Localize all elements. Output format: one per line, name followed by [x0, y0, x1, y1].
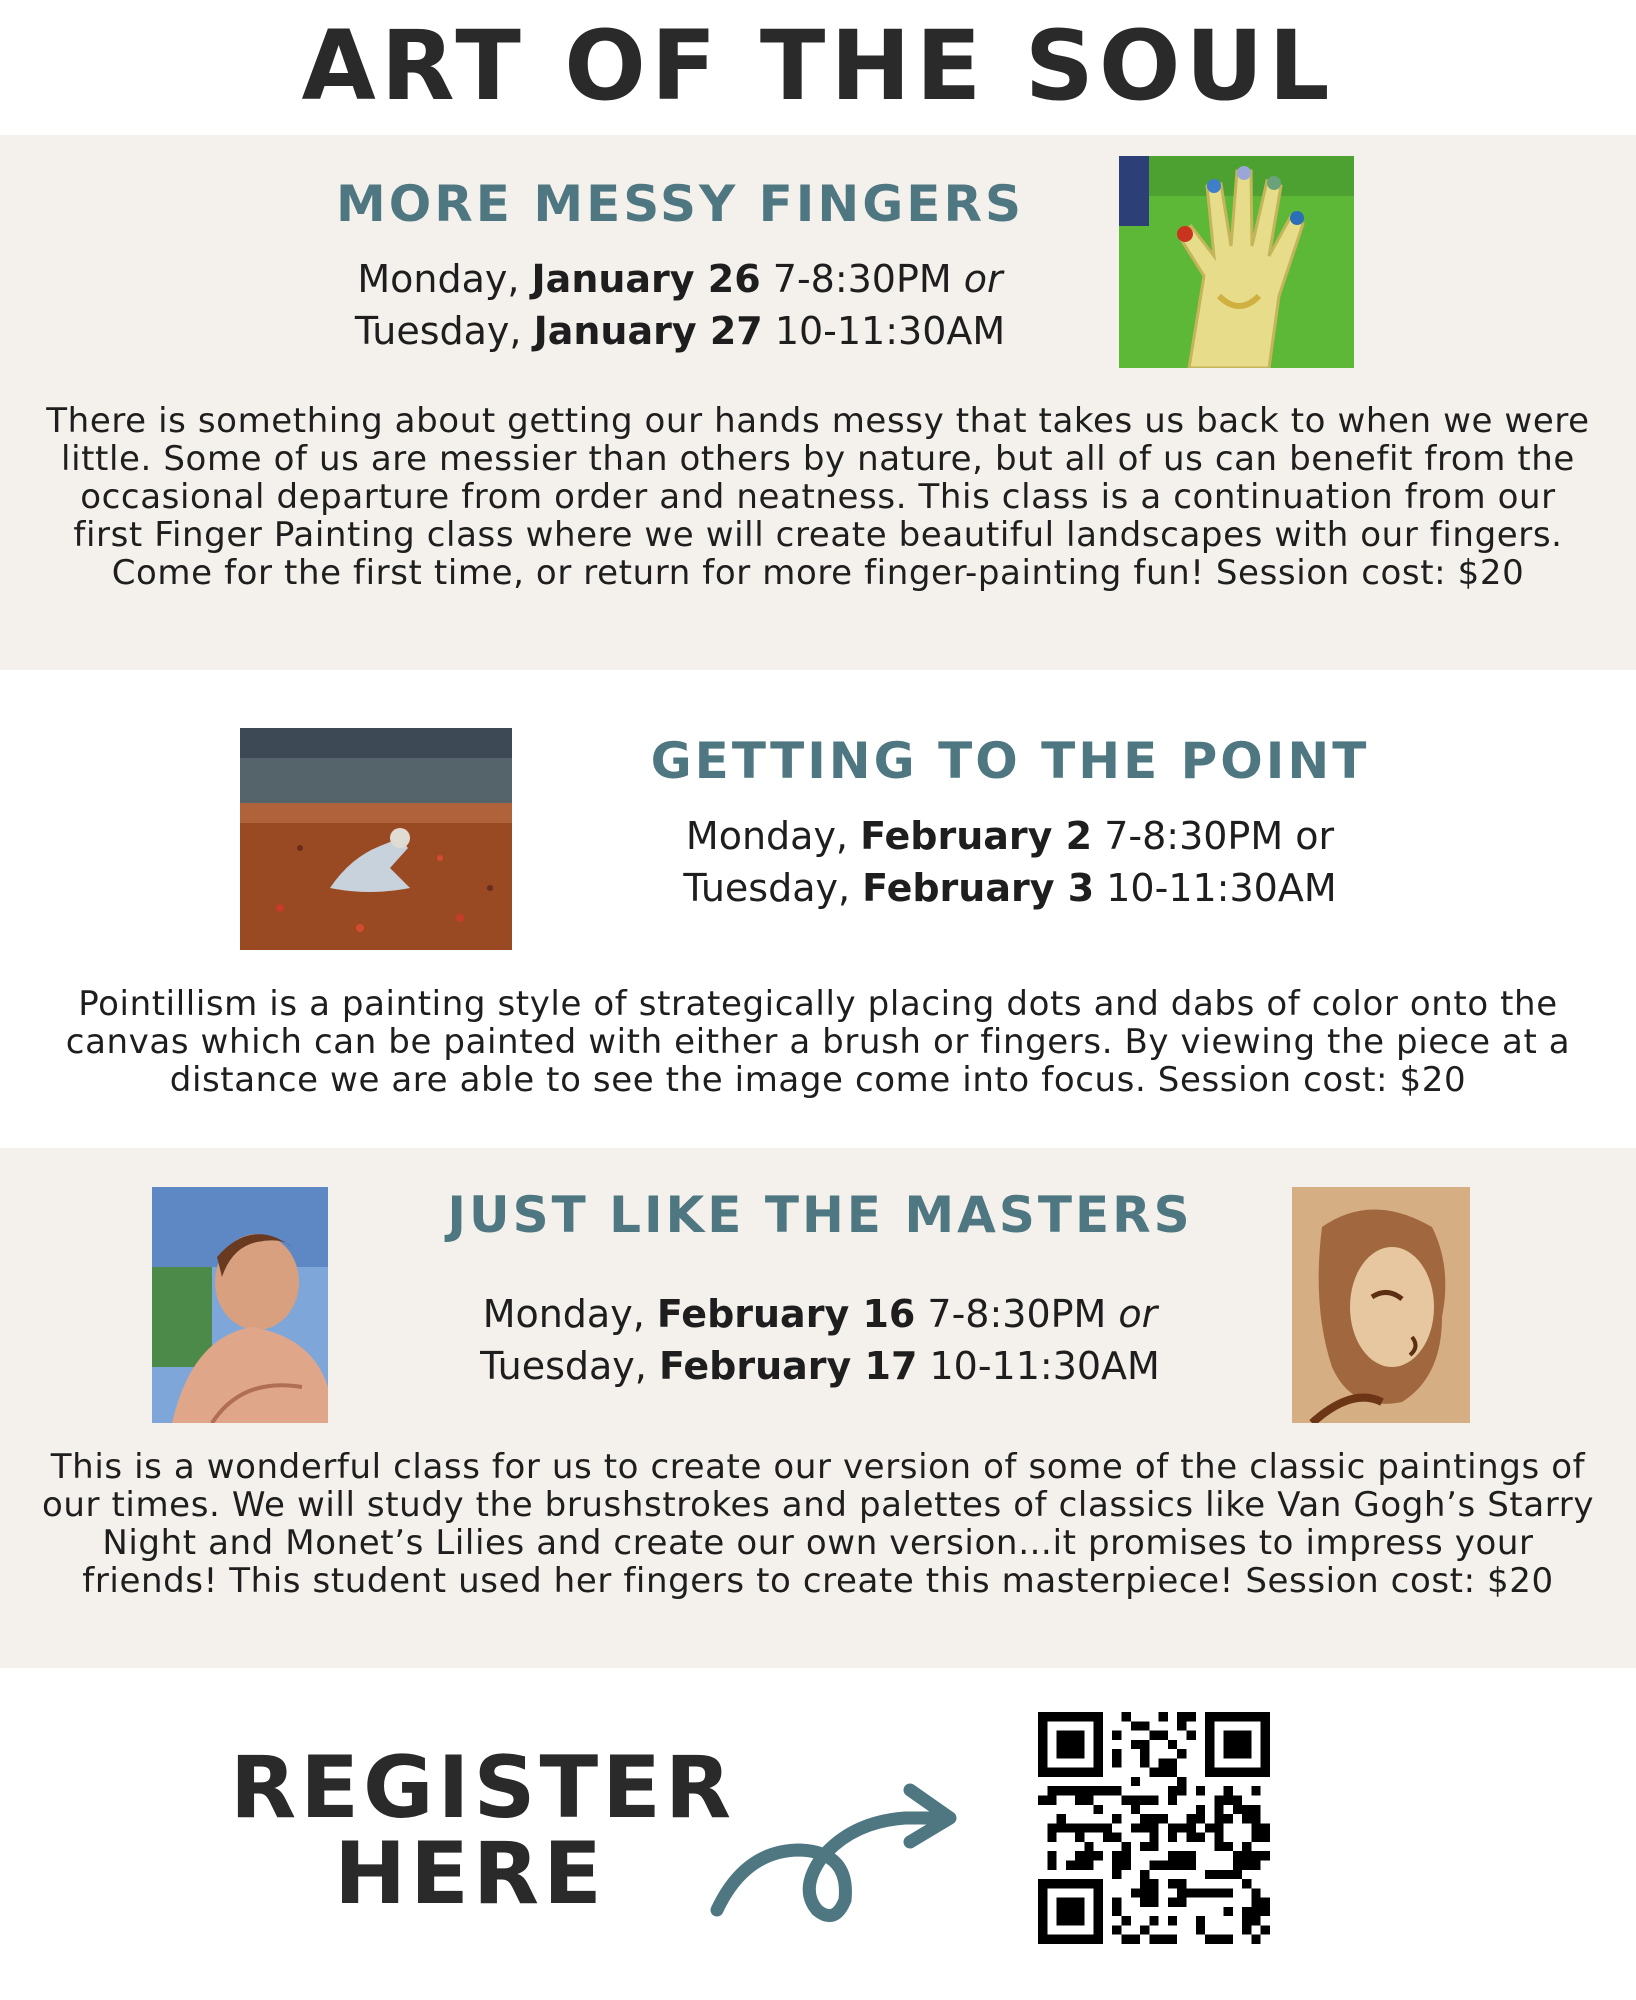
class-heading: GETTING TO THE POINT: [650, 732, 1370, 790]
date-line-2: Tuesday, February 17 10-11:30AM: [480, 1344, 1160, 1388]
register-here-label: [230, 1738, 736, 1924]
curly-arrow-icon: [705, 1760, 965, 1934]
class-heading: MORE MESSY FINGERS: [336, 175, 1024, 233]
fresco-figure-painting: [152, 1187, 328, 1423]
class-heading: JUST LIKE THE MASTERS: [447, 1186, 1193, 1244]
pointillism-painting: [240, 728, 512, 950]
flyer-title: ART OF THE SOUL: [301, 10, 1335, 122]
date-line-2: Tuesday, January 27 10-11:30AM: [354, 309, 1006, 353]
class-section-getting-to-the-point: [0, 670, 1636, 1148]
register-line-1: REGISTER: [230, 1738, 736, 1838]
class-description: There is something about getting our hands messy that takes us back to when we were little. Some of us are messier than others by nature, but all of us can benefit from the occasional departure from order and neatness. This class is a continuation from our first Finger Painting class where we will create beautiful landscapes with our fingers. Come for the first time, or return for more finger-painting fun! Session cost: $20: [46, 401, 1590, 593]
painted-hand-photo: [1119, 156, 1354, 368]
date-line-2: Tuesday, February 3 10-11:30AM: [683, 866, 1337, 910]
sepia-finger-painting-copy: [1292, 1187, 1470, 1423]
class-dates: [420, 1288, 1220, 1392]
date-line-1: Monday, February 16 7-8:30PM or: [482, 1292, 1158, 1336]
date-line-1: Monday, February 2 7-8:30PM or: [685, 814, 1335, 858]
register-line-2: HERE: [334, 1824, 606, 1924]
date-line-1: Monday, January 26 7-8:30PM or: [357, 257, 1003, 301]
qr-code[interactable]: [1038, 1712, 1270, 1948]
class-dates: [620, 810, 1400, 914]
class-description: Pointillism is a painting style of strategically placing dots and dabs of color onto the canvas which can be painted with either a brush or fingers. By viewing the piece at a distance we are able to see the image come into focus. Session cost: $20: [65, 984, 1571, 1100]
class-dates: [270, 253, 1090, 357]
class-section-just-like-the-masters: [0, 1148, 1636, 1668]
class-description: This is a wonderful class for us to create our version of some of the classic paintings of our times. We will study the brushstrokes and palettes of classics like Van Gogh’s Starry Night and Monet’s Lilies and create our own version…it promises to impress your friends! This student used her fingers to create this masterpiece! Session cost: $20: [41, 1447, 1595, 1601]
class-section-messy-fingers: [0, 135, 1636, 670]
